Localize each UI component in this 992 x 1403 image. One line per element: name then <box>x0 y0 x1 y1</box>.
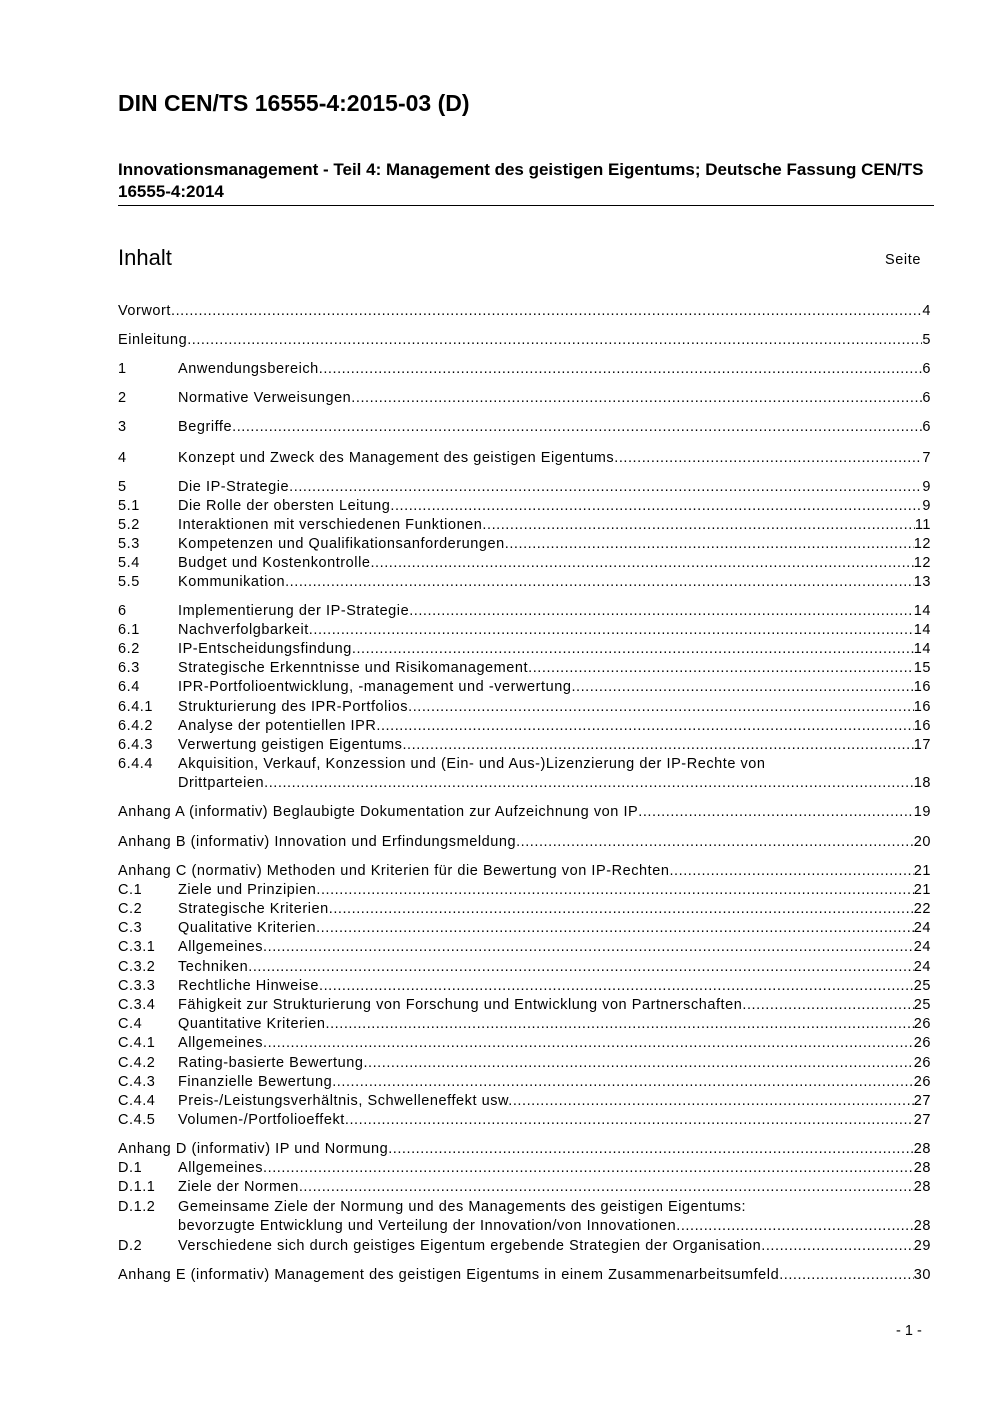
toc-entry[interactable] <box>118 717 931 736</box>
toc-entry-title: Anhang C (normativ) Methoden und Kriterien für die Bewertung von IP-Rechten <box>118 863 670 879</box>
toc-entry-line <box>118 621 931 640</box>
toc-entry[interactable] <box>118 302 931 321</box>
toc-entry-number: 6.4.4 <box>118 756 153 772</box>
toc-entry-page: 26 <box>913 1055 931 1071</box>
toc-entry-title: Die Rolle der obersten Leitung <box>178 498 391 514</box>
toc-entry-line <box>118 803 931 822</box>
toc-entry-page: 12 <box>913 536 931 552</box>
toc-entry-page: 26 <box>913 1035 931 1051</box>
toc-entry[interactable] <box>118 449 931 468</box>
toc-entry[interactable] <box>118 1198 931 1237</box>
toc-entry-title: Drittparteien <box>178 775 265 792</box>
toc-entry-line <box>118 331 931 350</box>
toc-entry-title: Techniken <box>178 959 249 975</box>
toc-entry-number: 6.4.2 <box>118 718 153 734</box>
toc-entry[interactable] <box>118 755 931 794</box>
toc-dot-leader <box>319 360 923 379</box>
toc-dot-leader <box>370 554 913 573</box>
toc-entry-title: Allgemeines <box>178 1035 264 1051</box>
title-divider <box>118 205 934 206</box>
toc-entry-line <box>118 418 931 437</box>
toc-entry-title: Normative Verweisungen <box>178 390 352 406</box>
toc-entry-number: 6.1 <box>118 622 140 638</box>
toc-entry-number: C.4.5 <box>118 1112 156 1128</box>
toc-entry-line <box>118 1054 931 1073</box>
toc-entry-line <box>118 573 931 592</box>
toc-entry[interactable] <box>118 1178 931 1197</box>
toc-dot-leader <box>351 389 922 408</box>
toc-dot-leader <box>742 996 913 1015</box>
toc-dot-leader <box>309 621 914 640</box>
toc-entry-line <box>118 516 931 535</box>
toc-entry[interactable] <box>118 478 931 497</box>
toc-entry-line <box>118 1111 931 1130</box>
toc-entry-number: C.4.1 <box>118 1035 156 1051</box>
toc-entry-line <box>118 755 931 774</box>
toc-entry-page: 15 <box>913 660 931 676</box>
toc-entry-line <box>118 1178 931 1197</box>
toc-entry-title: Begriffe <box>178 419 233 435</box>
toc-entry[interactable] <box>118 958 931 977</box>
toc-entry-line <box>118 535 931 554</box>
toc-entry[interactable] <box>118 1266 931 1285</box>
toc-entry-page: 4 <box>922 303 931 319</box>
toc-entry-line <box>118 1217 931 1236</box>
toc-entry-number: C.3.1 <box>118 939 156 955</box>
toc-entry-page: 20 <box>913 834 931 850</box>
toc-entry[interactable] <box>118 678 931 697</box>
toc-entry-number: 1 <box>118 361 127 377</box>
toc-entry-number: 5.4 <box>118 555 140 571</box>
toc-entry-page: 26 <box>913 1016 931 1032</box>
document-title: DIN CEN/TS 16555-4:2015-03 (D) <box>118 90 470 116</box>
toc-entry-number: 5.2 <box>118 517 140 533</box>
toc-entry[interactable] <box>118 389 931 408</box>
toc-entry-page: 28 <box>913 1218 931 1235</box>
toc-entry-number: 6.4.3 <box>118 737 153 753</box>
toc-entry-number: 5.5 <box>118 574 140 590</box>
toc-entry-title: Preis-/Leistungsverhältnis, Schwelleneffekt usw. <box>178 1093 513 1109</box>
toc-entry-line <box>118 302 931 321</box>
toc-entry-number: C.3.4 <box>118 997 156 1013</box>
toc-entry[interactable] <box>118 900 931 919</box>
toc-entry-line <box>118 900 931 919</box>
toc-entry-title: Quantitative Kriterien <box>178 1016 326 1032</box>
toc-entry-title: Kommunikation <box>178 574 286 590</box>
toc-entry-title: Vorwort <box>118 303 172 319</box>
toc-entry[interactable] <box>118 516 931 535</box>
toc-entry[interactable] <box>118 360 931 379</box>
toc-entry-line <box>118 977 931 996</box>
toc-entry-page: 5 <box>922 332 931 348</box>
toc-entry[interactable] <box>118 554 931 573</box>
toc-entry-title: Anhang A (informativ) Beglaubigte Dokumentation zur Aufzeichnung von IP <box>118 804 639 820</box>
toc-entry[interactable] <box>118 1034 931 1053</box>
toc-entry-line <box>118 774 931 793</box>
toc-dot-leader <box>528 659 914 678</box>
toc-page-column-label: Seite <box>885 252 922 268</box>
toc-entry-title: Konzept und Zweck des Management des geistigen Eigentums <box>178 450 615 466</box>
toc-dot-leader <box>263 938 914 957</box>
toc-entry-number: 5.3 <box>118 536 140 552</box>
toc-heading: Inhalt <box>118 245 172 270</box>
toc-entry-page: 25 <box>913 997 931 1013</box>
toc-entry-line <box>118 478 931 497</box>
toc-dot-leader <box>676 1217 914 1236</box>
toc-entry-number: C.3.2 <box>118 959 156 975</box>
toc-entry-page: 24 <box>913 920 931 936</box>
toc-entry-page: 16 <box>913 679 931 695</box>
toc-entry-title: Rechtliche Hinweise <box>178 978 320 994</box>
toc-entry-line <box>118 602 931 621</box>
toc-entry-number: C.2 <box>118 901 143 917</box>
toc-dot-leader <box>638 803 914 822</box>
toc-entry-line <box>118 1034 931 1053</box>
toc-dot-leader <box>761 1237 914 1256</box>
toc-entry-number: C.1 <box>118 882 143 898</box>
toc-dot-leader <box>482 516 914 535</box>
toc-dot-leader <box>614 449 922 468</box>
toc-entry-line <box>118 1198 931 1217</box>
toc-entry-title: Kompetenzen und Qualifikationsanforderungen <box>178 536 505 552</box>
toc-entry[interactable] <box>118 977 931 996</box>
toc-entry[interactable] <box>118 331 931 350</box>
toc-entry-page: 28 <box>913 1160 931 1176</box>
toc-entry-line <box>118 996 931 1015</box>
toc-entry-title: Allgemeines <box>178 939 264 955</box>
toc-entry-line <box>118 736 931 755</box>
toc-entry-number: D.1.1 <box>118 1179 156 1195</box>
toc-entry-title: Ziele der Normen <box>178 1179 299 1195</box>
toc-entry-page: 19 <box>913 804 931 820</box>
toc-entry-line <box>118 717 931 736</box>
toc-entry-title: IPR-Portfolioentwicklung, -management und -verwertung <box>178 679 572 695</box>
toc-entry[interactable] <box>118 1237 931 1256</box>
toc-entry-line <box>118 360 931 379</box>
toc-dot-leader <box>289 478 922 497</box>
toc-entry-page: 22 <box>913 901 931 917</box>
toc-entry[interactable] <box>118 1092 931 1111</box>
toc-entry-page: 14 <box>913 603 931 619</box>
toc-dot-leader <box>316 919 914 938</box>
toc-dot-leader <box>171 302 922 321</box>
toc-entry-line <box>118 919 931 938</box>
toc-entry[interactable] <box>118 1159 931 1178</box>
toc-entry-page: 28 <box>913 1179 931 1195</box>
toc-entry[interactable] <box>118 996 931 1015</box>
toc-entry[interactable] <box>118 418 931 437</box>
toc-entry-title: Ziele und Prinzipien <box>178 882 317 898</box>
toc-entry-title: Strategische Erkenntnisse und Risikomanagement <box>178 660 529 676</box>
toc-entry-number: 3 <box>118 419 127 435</box>
toc-entry-page: 21 <box>913 882 931 898</box>
toc-dot-leader <box>779 1266 914 1285</box>
toc-dot-leader <box>329 900 914 919</box>
toc-dot-leader <box>408 698 914 717</box>
toc-entry-number: C.4 <box>118 1016 143 1032</box>
toc-entry-line <box>118 449 931 468</box>
toc-entry-title: Interaktionen mit verschiedenen Funktionen <box>178 517 483 533</box>
toc-entry-line <box>118 497 931 516</box>
toc-entry-page: 7 <box>922 450 931 466</box>
toc-entry-line <box>118 881 931 900</box>
toc-entry-line <box>118 1092 931 1111</box>
toc-entry-page: 9 <box>922 498 931 514</box>
toc-entry[interactable] <box>118 659 931 678</box>
toc-dot-leader <box>505 535 914 554</box>
toc-entry[interactable] <box>118 698 931 717</box>
toc-entry-line <box>118 938 931 957</box>
toc-entry-line <box>118 958 931 977</box>
toc-entry-number: 5 <box>118 479 127 495</box>
toc-entry-page: 24 <box>913 939 931 955</box>
toc-dot-leader <box>571 678 913 697</box>
toc-dot-leader <box>187 331 922 350</box>
toc-dot-leader <box>319 977 914 996</box>
toc-entry-number: 6.4 <box>118 679 140 695</box>
toc-entry[interactable] <box>118 1111 931 1130</box>
toc-entry-line <box>118 1237 931 1256</box>
toc-entry-title: Verschiedene sich durch geistiges Eigentum ergebende Strategien der Organisation <box>178 1238 762 1254</box>
toc-entry-title: IP-Entscheidungsfindung <box>178 641 352 657</box>
toc-entry-title: Verwertung geistigen Eigentums <box>178 737 403 753</box>
toc-entry-page: 6 <box>922 390 931 406</box>
toc-entry-page: 29 <box>913 1238 931 1254</box>
toc-entry-number: 2 <box>118 390 127 406</box>
toc-dot-leader <box>516 833 914 852</box>
toc-entry-number: C.4.3 <box>118 1074 156 1090</box>
toc-dot-leader <box>299 1178 914 1197</box>
toc-dot-leader <box>326 1015 914 1034</box>
toc-entry-line <box>118 698 931 717</box>
toc-dot-leader <box>390 497 922 516</box>
toc-entry[interactable] <box>118 919 931 938</box>
toc-entry-number: D.1 <box>118 1160 143 1176</box>
toc-entry-number: C.4.2 <box>118 1055 156 1071</box>
toc-entry-number: 6.4.1 <box>118 699 153 715</box>
toc-entry[interactable] <box>118 1054 931 1073</box>
toc-entry-title: Fähigkeit zur Strukturierung von Forschung und Entwicklung von Partnerschaften <box>178 997 743 1013</box>
toc-entry-page: 27 <box>913 1112 931 1128</box>
toc-entry-number: 4 <box>118 450 127 466</box>
toc-entry-page: 18 <box>913 775 931 792</box>
toc-entry[interactable] <box>118 862 931 881</box>
toc-entry-title: Qualitative Kriterien <box>178 920 317 936</box>
toc-entry-title: Rating-basierte Bewertung <box>178 1055 364 1071</box>
toc-entry-title: Anhang B (informativ) Innovation und Erfindungsmeldung <box>118 834 517 850</box>
toc-entry-page: 11 <box>914 517 931 533</box>
toc-entry-title: Einleitung <box>118 332 188 348</box>
toc-entry-page: 16 <box>913 718 931 734</box>
page-number: - 1 - <box>896 1323 922 1339</box>
toc-entry-number: D.1.2 <box>118 1199 156 1215</box>
toc-dot-leader <box>409 602 914 621</box>
toc-entry-page: 9 <box>922 479 931 495</box>
toc-entry-title: Anhang E (informativ) Management des geistigen Eigentums in einem Zusammenarbeitsumfeld <box>118 1267 780 1283</box>
toc-entry[interactable] <box>118 881 931 900</box>
toc-dot-leader <box>332 1073 914 1092</box>
toc-entry-title: Finanzielle Bewertung <box>178 1074 333 1090</box>
toc-entry-title: Anwendungsbereich <box>178 361 319 377</box>
toc-dot-leader <box>285 573 914 592</box>
toc-entry[interactable] <box>118 1015 931 1034</box>
toc-entry[interactable] <box>118 621 931 640</box>
toc-entry-title: Volumen-/Portfolioeffekt <box>178 1112 345 1128</box>
toc-entry-page: 12 <box>913 555 931 571</box>
toc-entry[interactable] <box>118 938 931 957</box>
toc-entry[interactable] <box>118 833 931 852</box>
toc-entry[interactable] <box>118 535 931 554</box>
toc-entry-number: C.4.4 <box>118 1093 156 1109</box>
toc-entry-title: Gemeinsame Ziele der Normung und des Managements des geistigen Eigentums: <box>178 1199 747 1215</box>
toc-entry-line <box>118 833 931 852</box>
toc-entry-number: 6.2 <box>118 641 140 657</box>
toc-entry-title: Allgemeines <box>178 1160 264 1176</box>
toc-entry[interactable] <box>118 573 931 592</box>
toc-entry-page: 14 <box>913 622 931 638</box>
toc-entry-page: 21 <box>913 863 931 879</box>
toc-dot-leader <box>345 1111 914 1130</box>
document-subtitle: Innovationsmanagement - Teil 4: Management des geistigen Eigentums; Deutsche Fassung CEN/TS 16555-4:2014 <box>118 160 924 201</box>
toc-entry[interactable] <box>118 803 931 822</box>
toc-entry-line <box>118 1140 931 1159</box>
toc-entry-title: Analyse der potentiellen IPR <box>178 718 377 734</box>
toc-dot-leader <box>388 1140 914 1159</box>
toc-entry-title: Budget und Kostenkontrolle <box>178 555 371 571</box>
toc-dot-leader <box>264 774 914 793</box>
toc-entry-page: 30 <box>913 1267 931 1283</box>
toc-entry-line <box>118 1266 931 1285</box>
toc-entry-line <box>118 1073 931 1092</box>
toc-entry[interactable] <box>118 1073 931 1092</box>
toc-dot-leader <box>232 418 922 437</box>
toc-dot-leader <box>376 717 913 736</box>
toc-entry-number: D.2 <box>118 1238 143 1254</box>
toc-dot-leader <box>263 1159 914 1178</box>
toc-entry-page: 13 <box>913 574 931 590</box>
toc-entry-line <box>118 1159 931 1178</box>
toc-entry-title: Nachverfolgbarkeit <box>178 622 309 638</box>
toc-entry[interactable] <box>118 640 931 659</box>
toc-entry-title: Strukturierung des IPR-Portfolios <box>178 699 409 715</box>
toc-entry-title: Anhang D (informativ) IP und Normung <box>118 1141 389 1157</box>
toc-entry-page: 27 <box>913 1093 931 1109</box>
toc-entry[interactable] <box>118 736 931 755</box>
toc-dot-leader <box>352 640 914 659</box>
toc-entry-page: 14 <box>913 641 931 657</box>
toc-entry[interactable] <box>118 1140 931 1159</box>
toc-dot-leader <box>316 881 913 900</box>
toc-dot-leader <box>513 1092 914 1111</box>
toc-entry-line <box>118 554 931 573</box>
toc-entry-line <box>118 389 931 408</box>
toc-entry-line <box>118 1015 931 1034</box>
toc-dot-leader <box>669 862 913 881</box>
toc-entry-number: 5.1 <box>118 498 140 514</box>
toc-entry-page: 25 <box>913 978 931 994</box>
toc-entry-title: Akquisition, Verkauf, Konzession und (Ein- und Aus-)Lizenzierung der IP-Rechte von <box>178 756 766 772</box>
toc-entry-line <box>118 659 931 678</box>
toc-entry-number: 6.3 <box>118 660 140 676</box>
toc-entry-title: Die IP-Strategie <box>178 479 290 495</box>
toc-entry-page: 28 <box>913 1141 931 1157</box>
toc-dot-leader <box>248 958 914 977</box>
toc-entry-title: bevorzugte Entwicklung und Verteilung der Innovation/von Innovationen <box>178 1218 677 1235</box>
toc-entry-number: C.3 <box>118 920 143 936</box>
toc-entry-page: 17 <box>913 737 931 753</box>
toc-entry-page: 16 <box>913 699 931 715</box>
toc-entry-number: C.3.3 <box>118 978 156 994</box>
toc-entry-title: Strategische Kriterien <box>178 901 329 917</box>
toc-dot-leader <box>402 736 913 755</box>
toc-entry-page: 6 <box>922 361 931 377</box>
toc-entry-page: 24 <box>913 959 931 975</box>
toc-entry-title: Implementierung der IP-Strategie <box>178 603 410 619</box>
toc-entry-line <box>118 862 931 881</box>
toc-entry-line <box>118 640 931 659</box>
toc-entry[interactable] <box>118 497 931 516</box>
toc-entry-number: 6 <box>118 603 127 619</box>
toc-entry[interactable] <box>118 602 931 621</box>
toc-dot-leader <box>263 1034 914 1053</box>
toc-entry-page: 26 <box>913 1074 931 1090</box>
toc-dot-leader <box>363 1054 913 1073</box>
toc-entry-page: 6 <box>922 419 931 435</box>
toc-entry-line <box>118 678 931 697</box>
